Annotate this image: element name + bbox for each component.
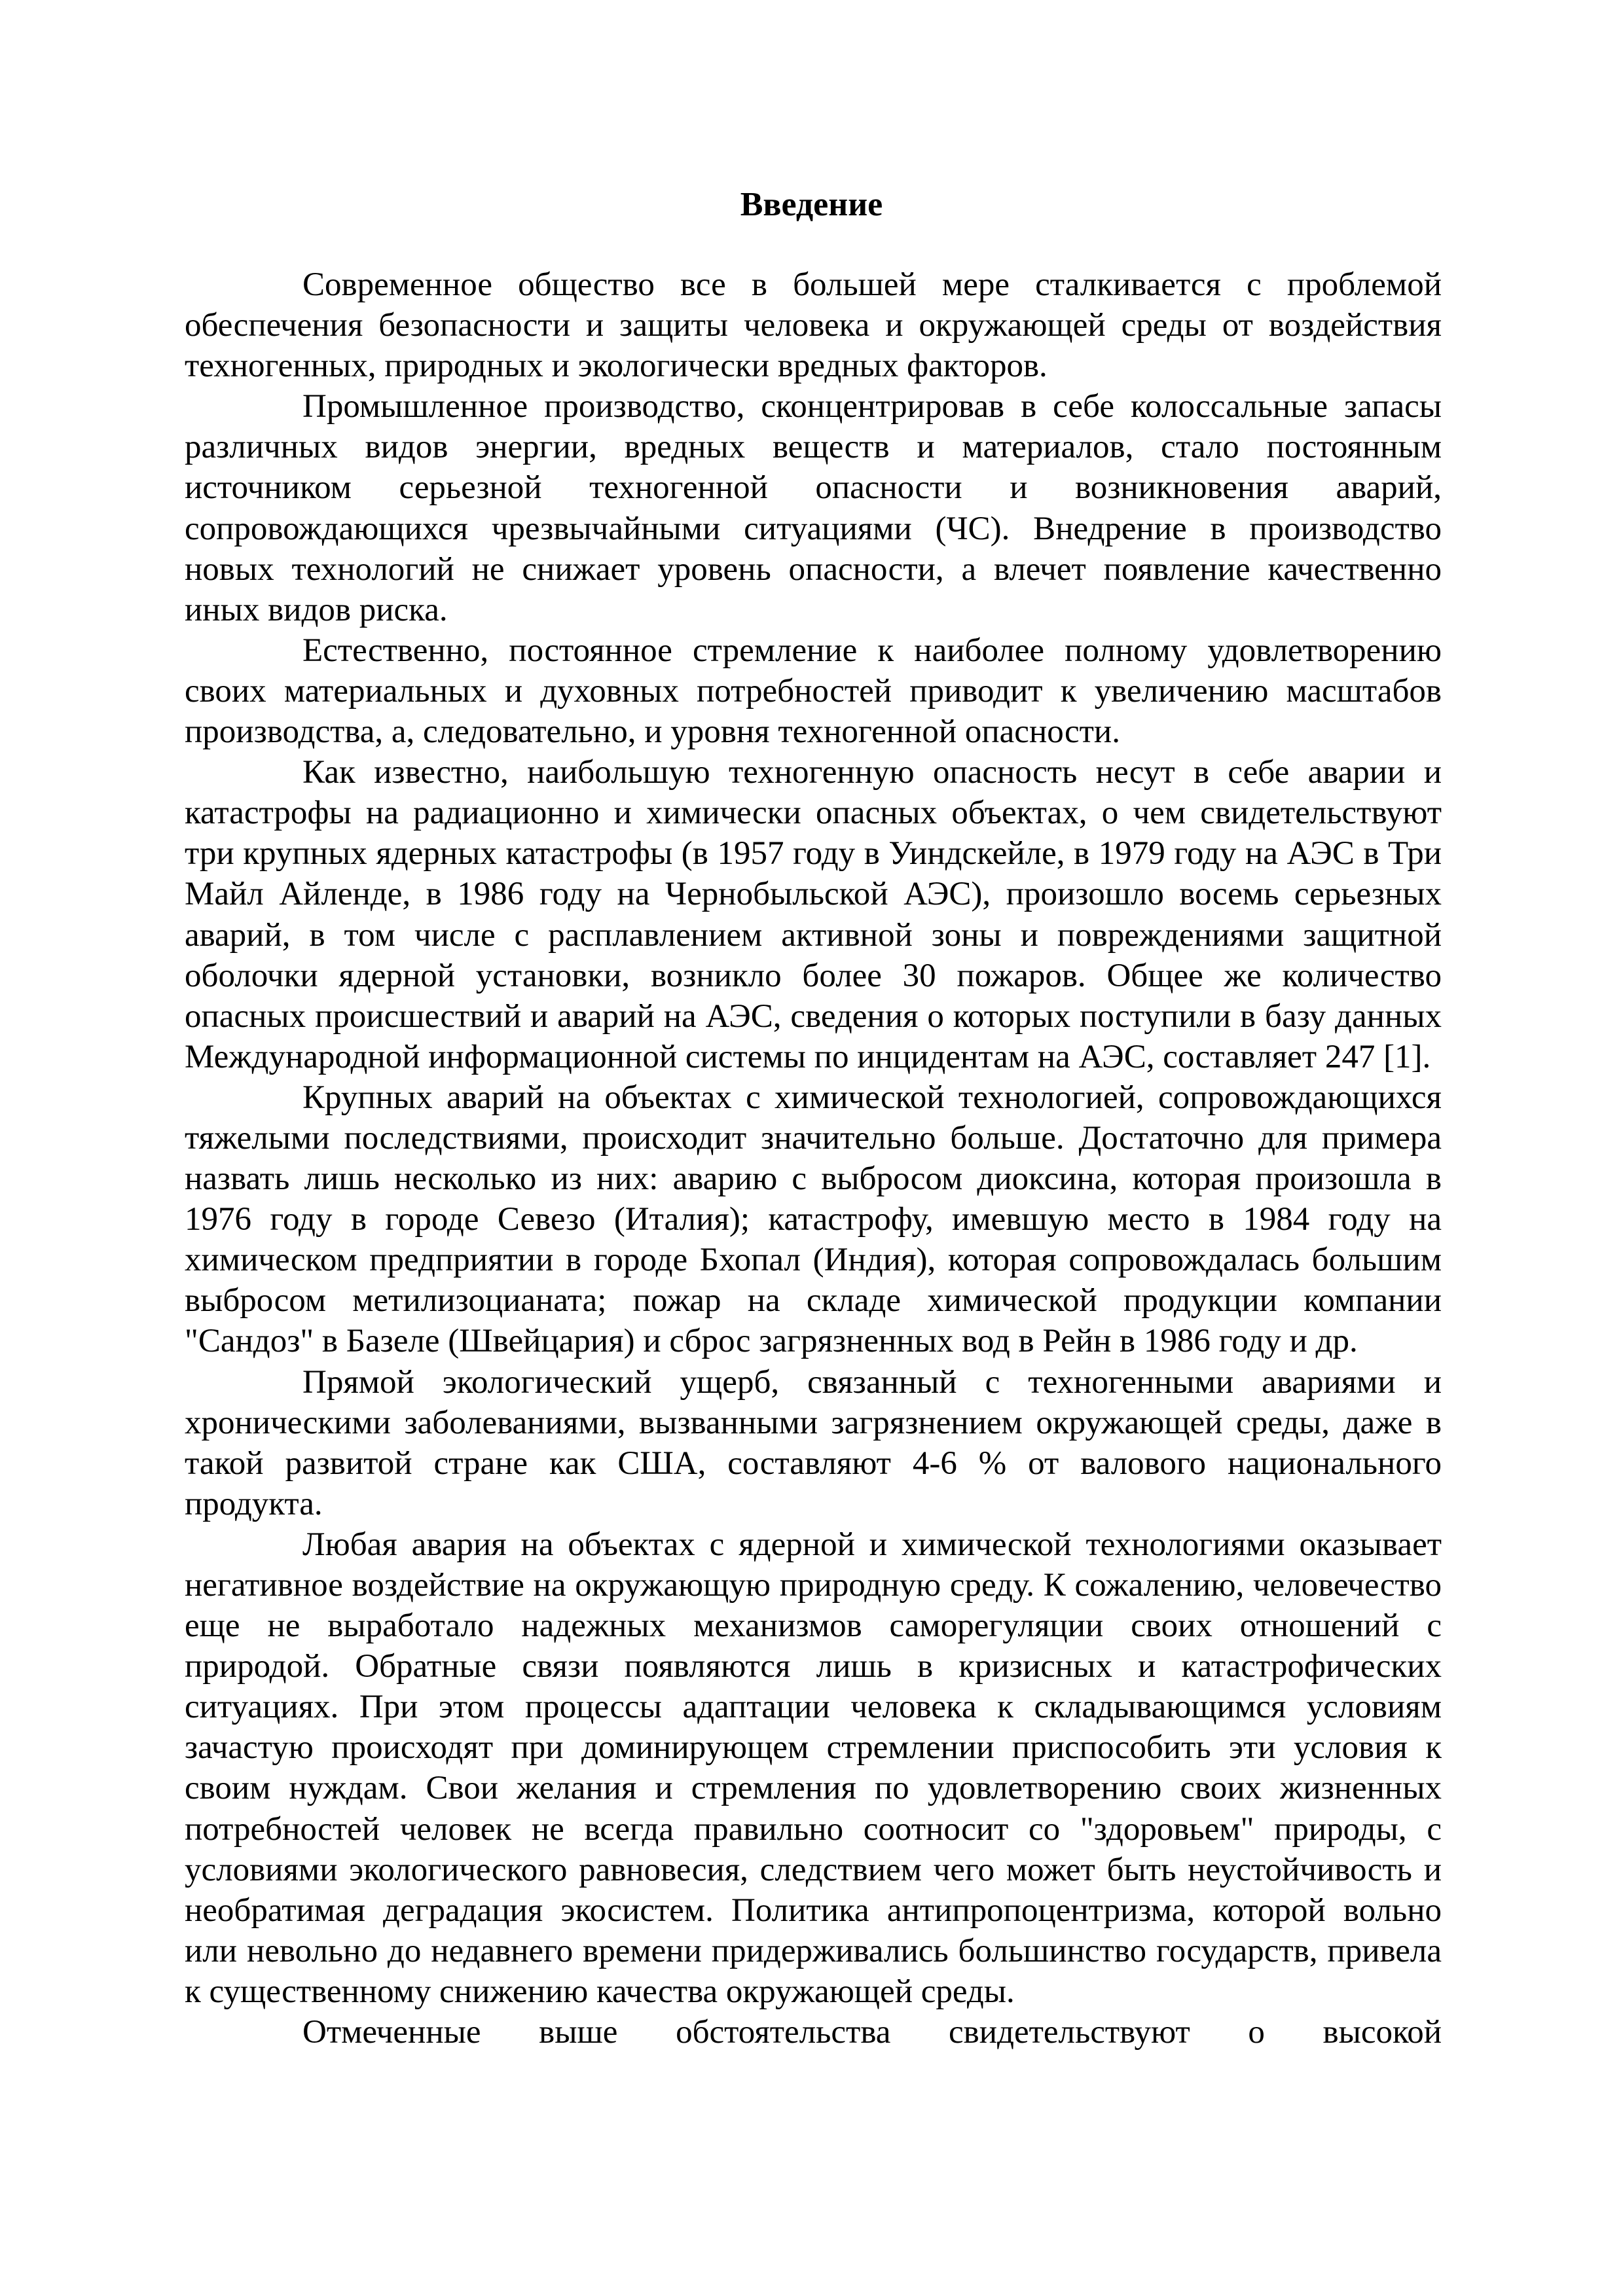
paragraph: Любая авария на объектах с ядерной и химической технологиями оказывает негативное воздействие на окружающую природную среду. К сожалению, человечество еще не выработало надежных механизмов саморегуляции своих отношений с природой. Обратные связи появляются лишь в кризисных и катастрофических ситуациях. При этом процессы адаптации человека к складывающимся условиям зачастую происходят при доминирующем стремлении приспособить эти условия к своим нуждам. Свои желания и стремления по удовлетворению своих жизненных потребностей человек не всегда правильно соотносит со "здоровьем" природы, с условиями экологического равновесия, следствием чего может быть неустойчивость и необратимая деградация экосистем. Политика антипропоцентризма, которой вольно или невольно до недавнего времени придерживались большинство государств, привела к существенному снижению качества окружающей среды. — [185, 1526, 1442, 2010]
paragraph: Прямой экологический ущерб, связанный с техногенными авариями и хроническими заболеваниями, вызванными загрязнением окружающей среды, даже в такой развитой стране как США, составляют 4-6 % от валового национального продукта. — [185, 1363, 1442, 1522]
paragraph: Как известно, наибольшую техногенную опасность несут в себе аварии и катастрофы на радиационно и химически опасных объектах, о чем свидетельствуют три крупных ядерных катастрофы (в 1957 году в Уиндскейле, в 1979 году на АЭС в Три Майл Айленде, в 1986 году на Чернобыльской АЭС), произошло восемь серьезных аварий, в том числе с расплавлением активной зоны и повреждениями защитной оболочки ядерной установки, возникло более 30 пожаров. Общее же количество опасных происшествий и аварий на АЭС, сведения о которых поступили в базу данных Международной информационной системы по инцидентам на АЭС, составляет 247 [1]. — [185, 754, 1442, 1075]
paragraph: Крупных аварий на объектах с химической технологией, сопровождающихся тяжелыми последствиями, происходит значительно больше. Достаточно для примера назвать лишь несколько из них: аварию с выбросом диоксина, которая произошла в 1976 году в городе Севезо (Италия); катастрофу, имевшую место в 1984 году на химическом предприятии в городе Бхопал (Индия), которая сопровождалась большим выбросом метилизоцианата; пожар на складе химической продукции компании "Сандоз" в Базеле (Швейцария) и сброс загрязненных вод в Рейн в 1986 году и др. — [185, 1079, 1442, 1360]
paragraph: Современное общество все в большей мере сталкивается с проблемой обеспечения безопасности и защиты человека и окружающей среды от воздействия техногенных, природных и экологически вредных факторов. — [185, 266, 1442, 385]
page-title: Введение — [740, 186, 883, 223]
body-text — [185, 264, 1442, 2053]
paragraph: Естественно, постоянное стремление к наиболее полному удовлетворению своих материальных и духовных потребностей приводит к увеличению масштабов производства, а, следовательно, и уровня техногенной опасности. — [185, 632, 1442, 751]
paragraph: Промышленное производство, сконцентрировав в себе колоссальные запасы различных видов энергии, вредных веществ и материалов, стало постоянным источником серьезной техногенной опасности и возникновения аварий, сопровождающихся чрезвычайными ситуациями (ЧС). Внедрение в производство новых технологий не снижает уровень опасности, а влечет появление качественно иных видов риска. — [185, 388, 1442, 628]
paragraph: Отмеченные выше обстоятельства свидетельствуют о высокой — [302, 2014, 1442, 2051]
